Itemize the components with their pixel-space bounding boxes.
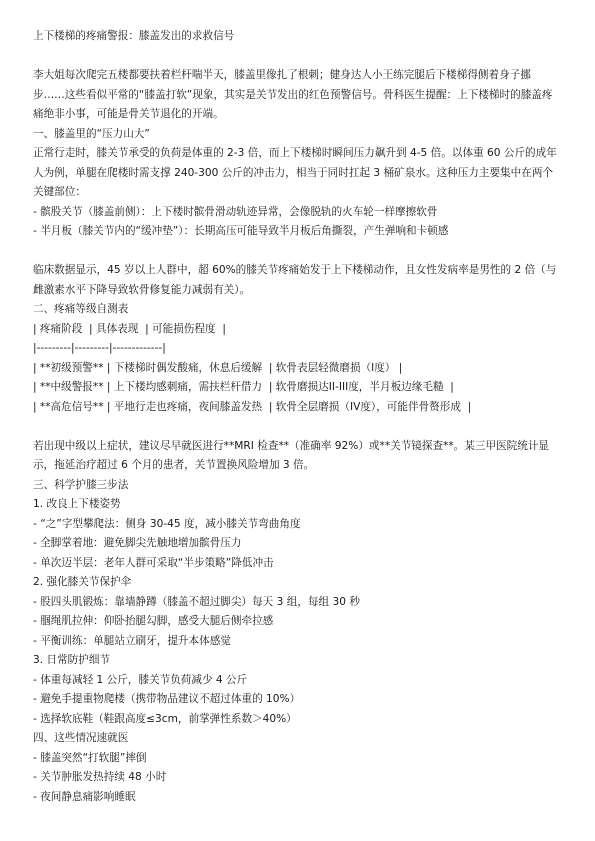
subheading: 3. 日常防护细节 (33, 654, 111, 666)
subheading: 2. 强化膝关节保护伞 (33, 576, 132, 588)
list-item: - 夜间静息痛影响睡眠 (33, 790, 136, 803)
section-1-heading: 一、膝盖里的“压力山大” (33, 127, 150, 140)
section-1-paragraph: 正常行走时，膝关节承受的负荷是体重的 2-3 倍，而上下楼梯时瞬间压力飙升到 4-5 倍。以体重 60 公斤的成年人为例，单腿在爬楼时需支撑 240-300 公斤的冲击力，相当于同时扛起 3 桶矿泉水。这种压力主要集中在两个关键部位： (33, 147, 557, 198)
clinical-paragraph: 临床数据显示，45 岁以上人群中，超 60%的膝关节疼痛始发于上下楼梯动作，且女性发病率是男性的 2 倍（与雌激素水平下降导致软骨修复能力减弱有关）。 (33, 264, 557, 296)
section-3-heading: 三、科学护膝三步法 (33, 478, 129, 491)
list-item: - 关节肿胀发热持续 48 小时 (33, 771, 167, 783)
document-title: 上下楼梯的疼痛警报：膝盖发出的求救信号 (33, 30, 235, 42)
table-row: |---------|---------|-------------| (33, 342, 166, 354)
list-item: - 单次迈半层：老年人群可采取“半步策略”降低冲击 (33, 556, 274, 569)
subheading: 1. 改良上下楼姿势 (33, 498, 121, 510)
spacer (33, 417, 562, 437)
table-row: | **初级预警** | 下楼梯时偶发酸痛，休息后缓解 | 软骨表层轻微磨损（I度） | (33, 361, 403, 374)
list-item: - 避免手提重物爬楼（携带物品建议不超过体重的 10%） (33, 693, 301, 705)
list-item: - 股四头肌锻炼：靠墙静蹲（膝盖不超过脚尖）每天 3 组，每组 30 秒 (33, 595, 360, 608)
list-item: - 体重每减轻 1 公斤，膝关节负荷减少 4 公斤 (33, 673, 248, 686)
list-item: - 选择软底鞋（鞋跟高度≤3cm，前掌弹性系数＞40%） (33, 712, 297, 725)
advice-paragraph: 若出现中级以上症状，建议尽早就医进行**MRI 检查**（准确率 92%）或**关节镜探查**。某三甲医院统计显示，拖延治疗超过 6 个月的患者，关节置换风险增加 3 倍。 (33, 439, 550, 471)
list-item: - 膝盖突然“打软腿”摔倒 (33, 751, 147, 764)
intro-paragraph: 李大姐每次爬完五楼都要扶着栏杆喘半天，膝盖里像扎了根刺；健身达人小王练完腿后下楼梯得侧着身子挪步……这些看似平常的“膝盖打软”现象，其实是关节发出的红色预警信号。骨科医生提醒：上下楼梯时的膝盖疼痛绝非小事，可能是骨关节退化的开端。 (33, 69, 553, 120)
table-row: | 疼痛阶段 | 具体表现 | 可能损伤程度 | (33, 322, 226, 335)
list-item: - 腘绳肌拉伸：仰卧抬腿勾脚，感受大腿后侧牵拉感 (33, 615, 274, 627)
list-item: - 髌股关节（膝盖前侧）：上下楼时髌骨滑动轨迹异常，会像脱轨的火车轮一样摩擦软骨 (33, 205, 438, 218)
spacer (33, 242, 562, 262)
list-item: - “之”字型攀爬法：侧身 30-45 度，减小膝关节弯曲角度 (33, 517, 301, 530)
section-4-heading: 四、这些情况速就医 (33, 732, 129, 744)
list-item: - 平衡训练：单腿站立刷牙，提升本体感觉 (33, 634, 231, 647)
spacer (33, 47, 562, 67)
table-row: | **高危信号** | 平地行走也疼痛，夜间膝盖发热 | 软骨全层磨损（IV度），可能伴骨赘形成 | (33, 400, 472, 413)
table-row: | **中级警报** | 上下楼均感刺痛，需扶栏杆借力 | 软骨磨损达II-III度，半月板边缘毛糙 | (33, 381, 454, 393)
list-item: - 半月板（膝关节内的“缓冲垫”）：长期高压可能导致半月板后角撕裂，产生弹响和卡顿感 (33, 225, 449, 237)
section-2-heading: 二、疼痛等级自测表 (33, 303, 129, 315)
list-item: - 全脚掌着地：避免脚尖先触地增加髌骨压力 (33, 537, 242, 549)
